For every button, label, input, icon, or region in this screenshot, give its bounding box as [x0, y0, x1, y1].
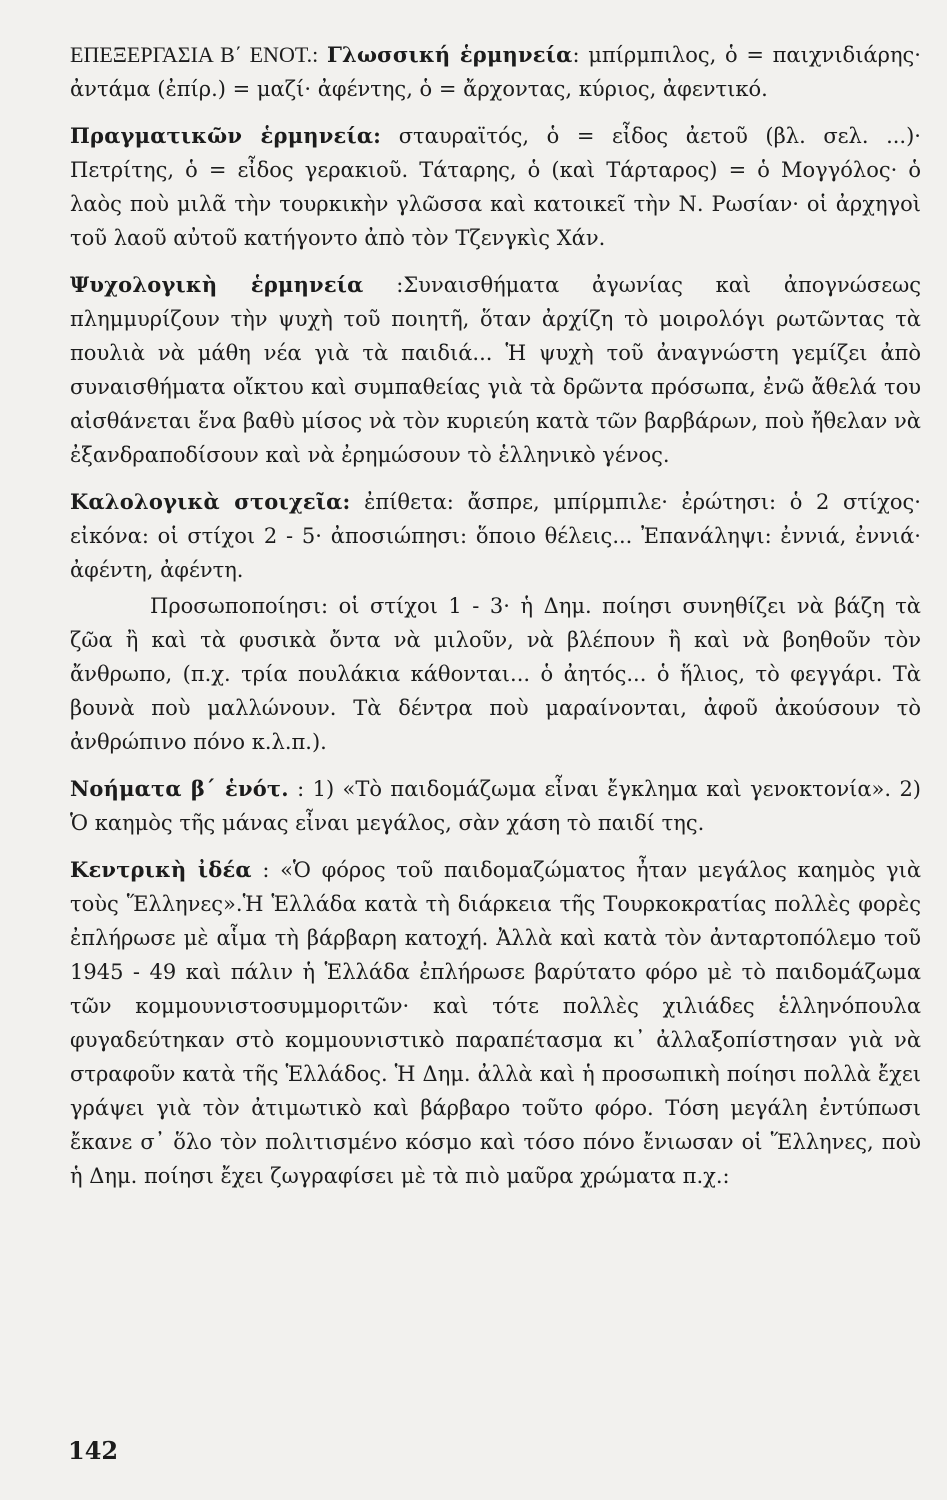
personification-text: Προσωποποίησι: οἱ στίχοι 1 - 3· ἡ Δημ. ποίησι συνηθίζει νὰ βάζη τὰ ζῶα ἢ καὶ τὰ φυσικὰ ὄντα νὰ μιλοῦν, νὰ βλέπουν ἢ καὶ νὰ βοηθοῦν τὸν ἄνθρωπο, (π.χ. τρία πουλάκια κάθονται... ὁ ἀητός... ὁ ἥλιος, τὸ φεγγάρι. Τὰ βουνὰ ποὺ μαλλώνουν. Τὰ δέντρα ποὺ μαραίνονται, ἀφοῦ ἀκούσουν τὸ ἀνθρώπινο πόνο κ.λ.π.).: [70, 594, 921, 754]
section-label: ΕΠΕΞΕΡΓΑΣΙΑ Β΄ ΕΝΟΤ.:: [70, 42, 319, 67]
meanings-text: : 1) «Τὸ παιδομάζωμα εἶναι ἔγκλημα καὶ γενοκτονία». 2) Ὁ καημὸς τῆς μάνας εἶναι μεγάλος, σὰν χάση τὸ παιδί της.: [70, 777, 921, 835]
page-number: 142: [68, 1436, 119, 1465]
glossary-paragraph: [70, 38, 921, 106]
factual-paragraph: [70, 119, 921, 255]
factual-heading: Πραγματικῶν ἑρμηνεία:: [70, 123, 382, 148]
glossary-text: : μπίρμπιλος, ὁ = παιχνιδιάρης· ἀντάμα (ἐπίρ.) = μαζί· ἀφέντης, ὁ = ἄρχοντας, κύριος, ἀφεντικό.: [70, 43, 921, 101]
factual-text: σταυραϊτός, ὁ = εἶδος ἀετοῦ (βλ. σελ. ...)· Πετρίτης, ὁ = εἶδος γερακιοῦ. Τάταρης, ὁ (καὶ Τάρταρος) = ὁ Μογγόλος· ὁ λαὸς ποὺ μιλᾶ τὴν τουρκικὴν γλῶσσα καὶ κατοικεῖ τὴν Ν. Ρωσίαν· οἱ ἀρχηγοὶ τοῦ λαοῦ αὐτοῦ κατήγοντο ἀπὸ τὸν Τζενγκὶς Χάν.: [70, 124, 921, 250]
meanings-heading: Νοήματα β΄ ἑνότ.: [70, 776, 289, 801]
aesthetic-text: ἐπίθετα: ἄσπρε, μπίρμπιλε· ἐρώτησι: ὁ 2 στίχος· εἰκόνα: οἱ στίχοι 2 - 5· ἀποσιώπησι: ὅποιο θέλεις... Ἐπανάληψι: ἐννιά, ἐννιά· ἀφέντη, ἀφέντη.: [70, 490, 921, 582]
psychological-text: :Συναισθήματα ἀγωνίας καὶ ἀπογνώσεως πλημμυρίζουν τὴν ψυχὴ τοῦ ποιητῆ, ὅταν ἀρχίζη τὸ μοιρολόγι ρωτῶντας τὰ πουλιὰ νὰ μάθη νέα γιὰ τὰ παιδιά... Ἡ ψυχὴ τοῦ ἀναγνώστη γεμίζει ἀπὸ συναισθήματα οἴκτου καὶ συμπαθείας γιὰ τὰ δρῶντα πρόσωπα, ἐνῶ ἄθελά του αἰσθάνεται ἕνα βαθὺ μίσος νὰ τὸν κυριεύη κατὰ τῶν βαρβάρων, ποὺ ἤθελαν νὰ ἐξανδραποδίσουν καὶ νὰ ἐρημώσουν τὸ ἑλληνικὸ γένος.: [70, 273, 921, 467]
aesthetic-paragraph: [70, 485, 921, 587]
psychological-heading: Ψυχολογικὴ ἑρμηνεία: [70, 272, 364, 297]
psychological-paragraph: [70, 268, 921, 472]
central-idea-paragraph: [70, 853, 921, 1193]
aesthetic-heading: Καλολογικὰ στοιχεῖα:: [70, 489, 351, 514]
meanings-paragraph: [70, 772, 921, 840]
glossary-heading: Γλωσσική ἑρμηνεία: [326, 42, 573, 67]
central-idea-heading: Κεντρικὴ ἰδέα: [70, 857, 252, 882]
personification-paragraph: [70, 589, 921, 759]
central-idea-text: : «Ὁ φόρος τοῦ παιδομαζώματος ἦταν μεγάλος καημὸς γιὰ τοὺς Ἕλληνες».Ἡ Ἑλλάδα κατὰ τὴ διάρκεια τῆς Τουρκοκρατίας πολλὲς φορὲς ἐπλήρωσε μὲ αἷμα τὴ βάρβαρη κατοχή. Ἀλλὰ καὶ κατὰ τὸν ἀνταρτοπόλεμο τοῦ 1945 - 49 καὶ πάλιν ἡ Ἑλλάδα ἐπλήρωσε βαρύτατο φόρο μὲ τὸ παιδομάζωμα τῶν κομμουνιστοσυμμοριτῶν· καὶ τότε πολλὲς χιλιάδες ἑλληνόπουλα φυγαδεύτηκαν στὸ κομμουνιστικὸ παραπέτασμα κι᾽ ἀλλαξοπίστησαν γιὰ νὰ στραφοῦν κατὰ τῆς Ἑλλάδος. Ἡ Δημ. ἀλλὰ καὶ ἡ προσωπικὴ ποίησι πολλὰ ἔχει γράψει γιὰ τὸν ἀτιμωτικὸ καὶ βάρβαρο τοῦτο φόρο. Τόση μεγάλη ἐντύπωσι ἔκανε σ᾽ ὅλο τὸν πολιτισμένο κόσμο καὶ τόσο πόνο ἔνιωσαν οἱ Ἕλληνες, ποὺ ἡ Δημ. ποίησι ἔχει ζωγραφίσει μὲ τὰ πιὸ μαῦρα χρώματα π.χ.:: [70, 858, 921, 1188]
